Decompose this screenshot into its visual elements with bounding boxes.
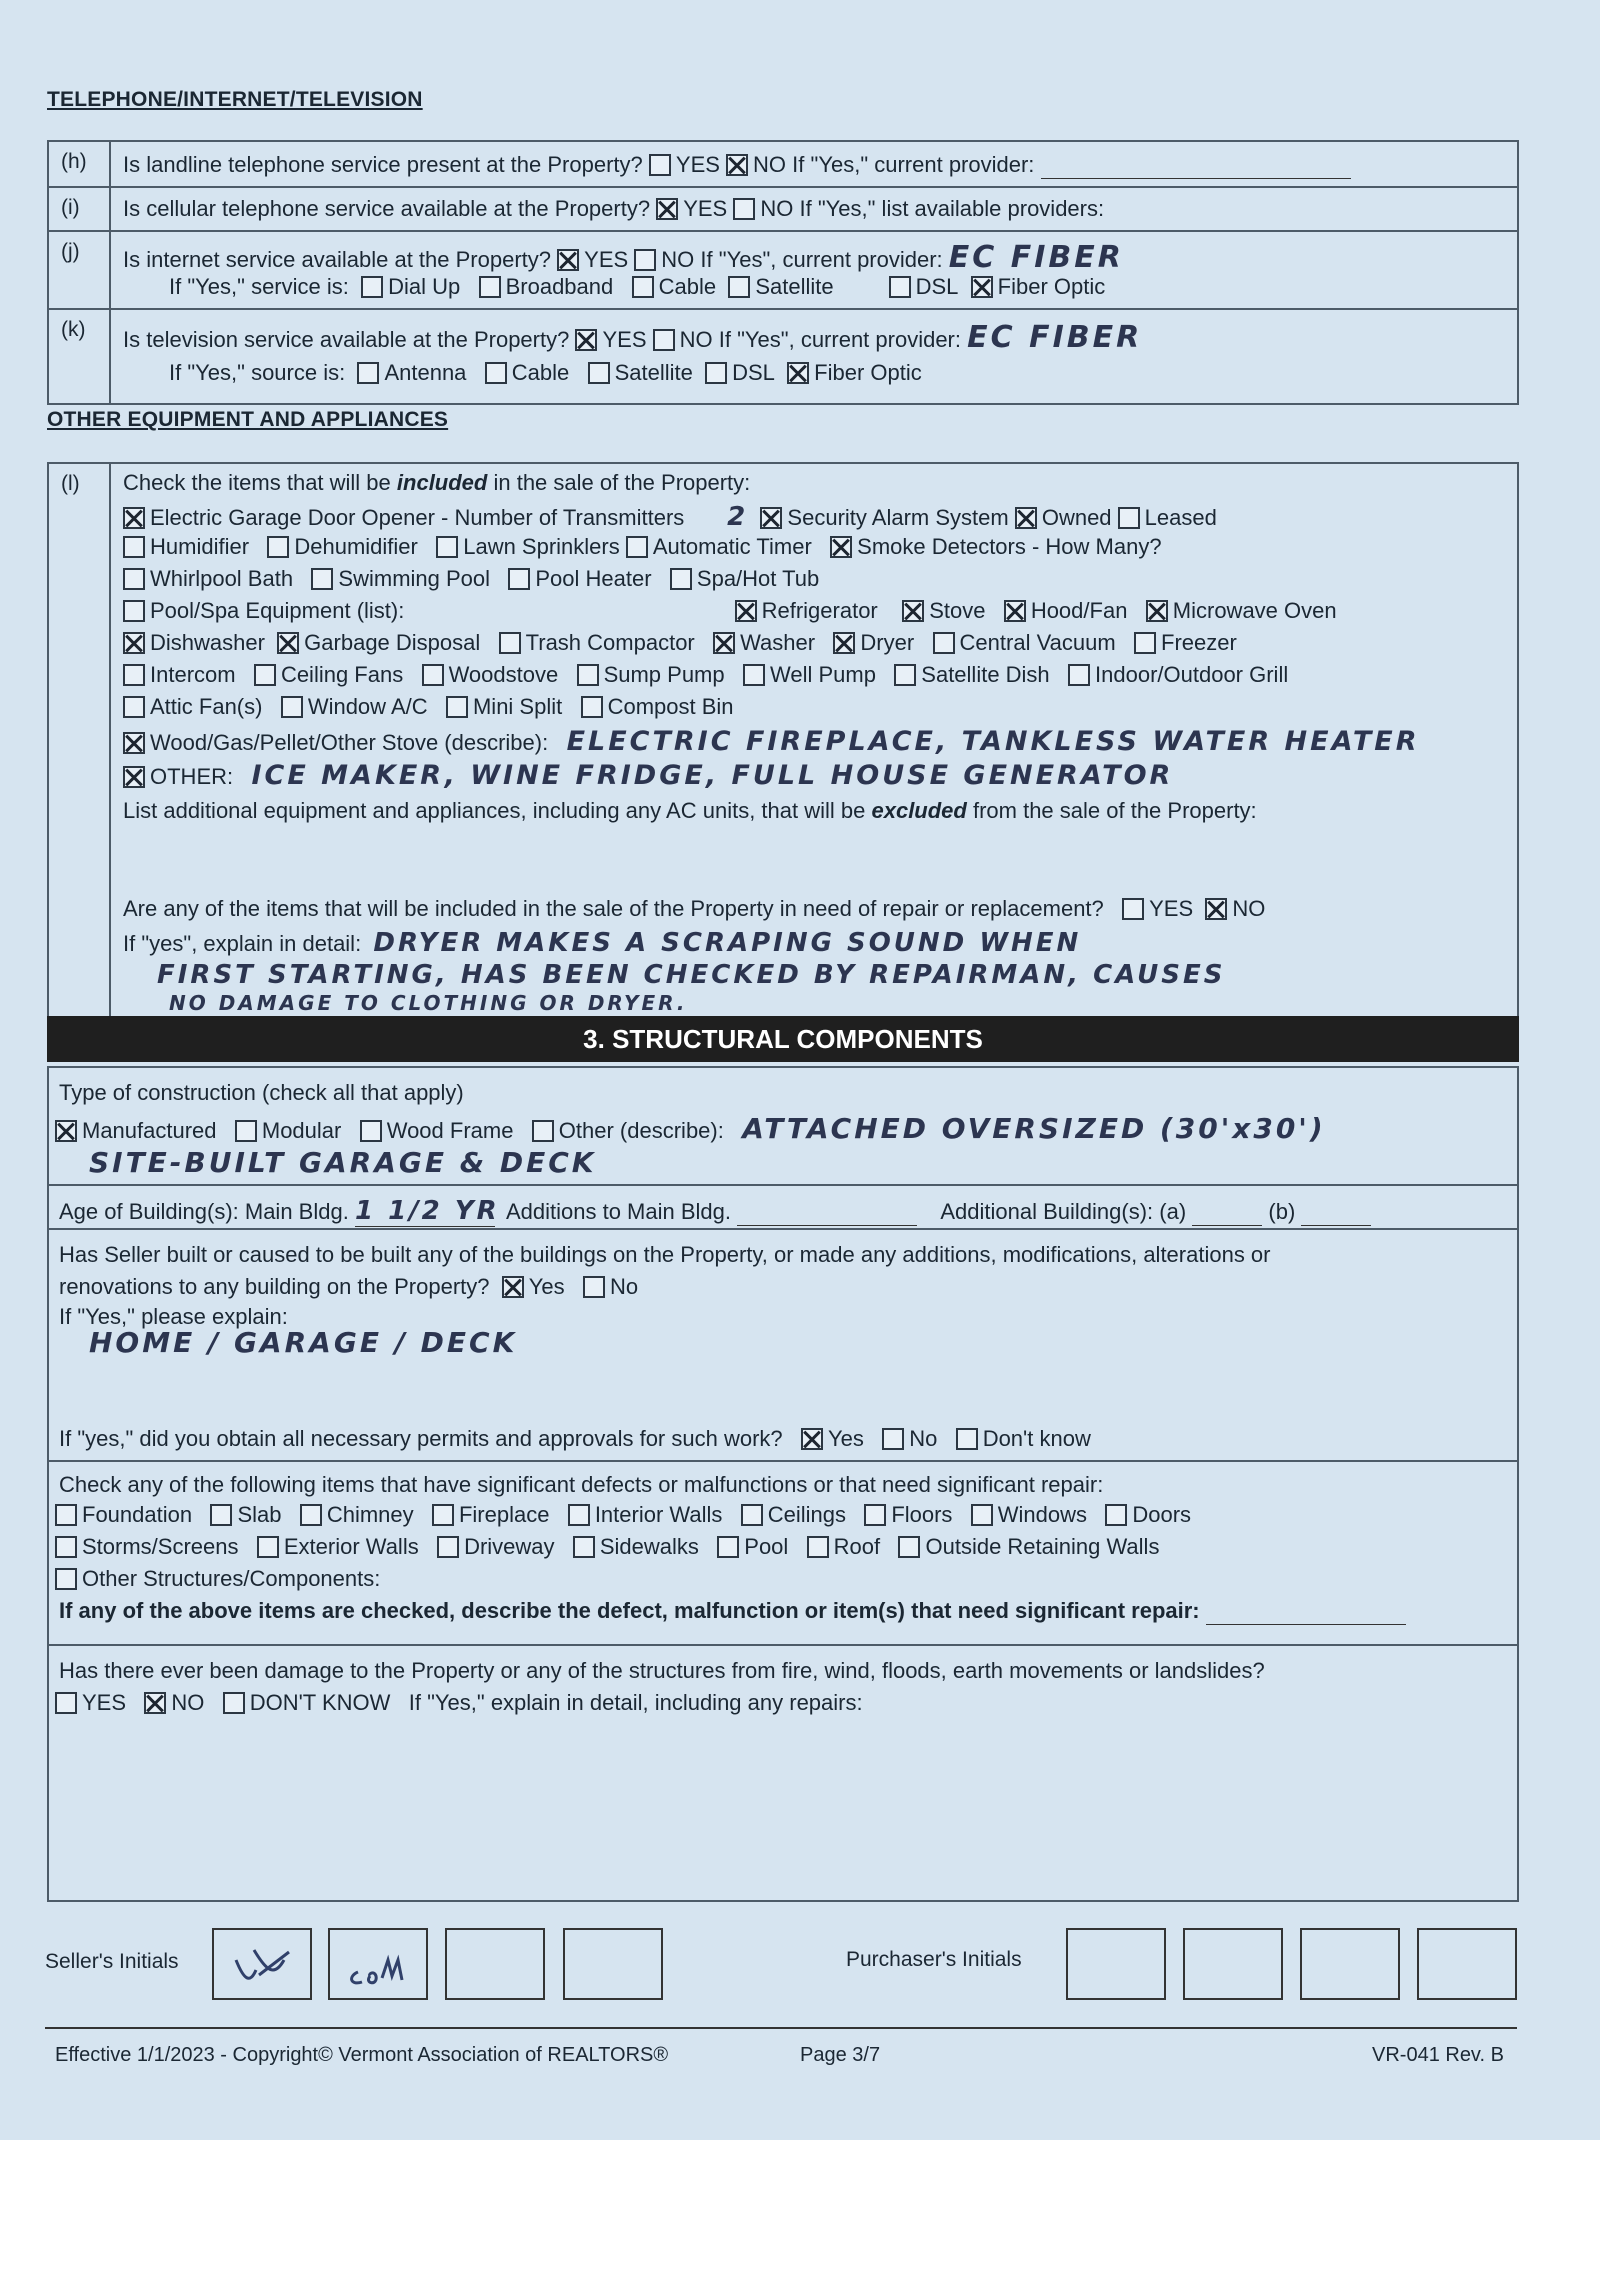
checkbox-dishwasher[interactable] — [123, 632, 145, 654]
checkbox-dryer[interactable] — [833, 632, 855, 654]
age-line — [59, 1196, 1371, 1227]
yes-label: Yes — [528, 1274, 565, 1299]
permits-text: If "yes," did you obtain all necessary permits and approvals for such work? — [59, 1426, 783, 1451]
additional-label: Additional Building(s): (a) — [940, 1199, 1187, 1224]
checkbox-yes[interactable] — [575, 329, 597, 351]
defects-question: Check any of the following items that have significant defects or malfunctions or that need significant repair: — [59, 1472, 1104, 1497]
checkbox-other[interactable] — [123, 766, 145, 788]
provider-field[interactable] — [1041, 152, 1351, 179]
equip-line-3 — [123, 566, 819, 592]
defect-label: Doors — [1132, 1502, 1192, 1527]
item-label: OTHER: — [150, 764, 234, 789]
equipment-table — [47, 462, 1519, 1024]
checkbox-permits-no[interactable] — [882, 1428, 904, 1450]
row-label: (k) — [49, 310, 111, 403]
row-label: (i) — [49, 188, 111, 230]
seller-initials-label: Seller's Initials — [45, 1950, 179, 1973]
checkbox-modular[interactable] — [235, 1120, 257, 1142]
checkbox-humidifier[interactable] — [123, 536, 145, 558]
footer-rule — [45, 2027, 1517, 2029]
handwritten-provider: EC FIBER — [967, 320, 1143, 355]
checkbox-slab[interactable] — [210, 1504, 232, 1526]
defect-label: Windows — [997, 1502, 1088, 1527]
checkbox-retaining-walls[interactable] — [898, 1536, 920, 1558]
seller-initials-mark-2 — [330, 1930, 426, 1998]
checkbox-repair-no[interactable] — [1205, 898, 1227, 920]
yes-label: YES — [1149, 896, 1194, 921]
checkbox-poolequip[interactable] — [123, 600, 145, 622]
followup-text: If "Yes", current provider: — [700, 247, 943, 272]
construction-question: Type of construction (check all that apply) — [59, 1080, 464, 1105]
checkbox-poolheater[interactable] — [508, 568, 530, 590]
checkbox-washer[interactable] — [713, 632, 735, 654]
item-label: Leased — [1144, 505, 1217, 530]
question-text: Is cellular telephone service available at the Property? — [123, 196, 651, 221]
item-label: Ceiling Fans — [280, 662, 404, 687]
purchaser-initials-box-2[interactable] — [1183, 1928, 1283, 2000]
item-label: Swimming Pool — [338, 566, 491, 591]
opt-label: Antenna — [384, 360, 467, 385]
checkbox-dialup[interactable] — [361, 276, 383, 298]
checkbox-freezer[interactable] — [1134, 632, 1156, 654]
repair-question-text: Are any of the items that will be included in the sale of the Property in need of repair or replacement? — [123, 896, 1104, 921]
built-explain-answer — [89, 1326, 517, 1359]
row-label: (h) — [49, 142, 111, 186]
checkbox-doors[interactable] — [1105, 1504, 1127, 1526]
additions-field[interactable] — [737, 1199, 917, 1226]
opt-label: Dial Up — [388, 274, 461, 299]
item-label: Automatic Timer — [652, 534, 812, 559]
checkbox-ceilings[interactable] — [741, 1504, 763, 1526]
additions-label: Additions to Main Bldg. — [505, 1199, 731, 1224]
checkbox-cable[interactable] — [632, 276, 654, 298]
equip-line-2 — [123, 534, 1162, 560]
type-label: Wood Frame — [386, 1118, 514, 1143]
followup-text: If "Yes," current provider: — [792, 152, 1035, 177]
handwritten-repair-3: NO DAMAGE TO CLOTHING OR DRYER. — [169, 991, 688, 1015]
yes-label: YES — [82, 1690, 127, 1715]
defects-row — [49, 1462, 1517, 1646]
checkbox-no[interactable] — [733, 198, 755, 220]
damage-question: Has there ever been damage to the Property or any of the structures from fire, wind, floods, earth movements or landslides? — [59, 1658, 1265, 1683]
no-label: NO — [661, 247, 695, 272]
defect-label: Slab — [237, 1502, 282, 1527]
no-label: No — [909, 1426, 938, 1451]
defects-line-1 — [55, 1502, 1191, 1528]
equip-line-4 — [123, 598, 1337, 624]
opt-label: Fiber Optic — [997, 274, 1106, 299]
footer-page: Page 3/7 — [800, 2044, 881, 2066]
question-text: Is landline telephone service present at the Property? — [123, 152, 643, 177]
defect-label: Outside Retaining Walls — [925, 1534, 1160, 1559]
built-explain-label: If "Yes," please explain: — [59, 1304, 288, 1329]
item-label: Indoor/Outdoor Grill — [1095, 662, 1289, 687]
row-j-question — [123, 240, 1124, 275]
purchaser-initials-label: Purchaser's Initials — [846, 1948, 1022, 1971]
item-label: Pool/Spa Equipment (list): — [150, 598, 405, 623]
equip-line-5 — [123, 630, 1237, 656]
section-title-telecom: TELEPHONE/INTERNET/TELEVISION — [47, 88, 423, 111]
additional-b-field[interactable] — [1301, 1199, 1371, 1226]
item-label: Woodstove — [448, 662, 559, 687]
checkbox-foundation[interactable] — [55, 1504, 77, 1526]
row-k-source-line — [169, 360, 922, 386]
checkbox-no[interactable] — [653, 329, 675, 351]
checkbox-sprinklers[interactable] — [436, 536, 458, 558]
repair-explain — [123, 928, 1081, 958]
damage-row — [49, 1646, 1517, 1900]
opt-label: Cable — [511, 360, 570, 385]
section-title-equipment: OTHER EQUIPMENT AND APPLIANCES — [47, 408, 449, 431]
handwritten-type-1: ATTACHED OVERSIZED (30'x30') — [742, 1112, 1326, 1145]
footer-form-id: VR-041 Rev. B — [1372, 2044, 1504, 2066]
item-label: Dryer — [860, 630, 915, 655]
additional-a-field[interactable] — [1192, 1199, 1262, 1226]
no-label: NO — [679, 327, 713, 352]
checkbox-sidewalks[interactable] — [573, 1536, 595, 1558]
checkbox-grill[interactable] — [1068, 664, 1090, 686]
checkbox-other-type[interactable] — [532, 1120, 554, 1142]
defect-label: Chimney — [326, 1502, 414, 1527]
opt-label: Fiber Optic — [814, 360, 922, 385]
defects-describe-field[interactable] — [1206, 1598, 1406, 1625]
checkbox-roof[interactable] — [807, 1536, 829, 1558]
checkbox-floors[interactable] — [864, 1504, 886, 1526]
no-label: No — [609, 1274, 639, 1299]
row-i-question — [123, 196, 1104, 222]
item-label: Trash Compactor — [525, 630, 695, 655]
checkbox-leased[interactable] — [1118, 507, 1140, 529]
defect-label: Fireplace — [458, 1502, 550, 1527]
checkbox-other-structures[interactable] — [55, 1568, 77, 1590]
row-h-question — [123, 152, 1351, 179]
age-row — [49, 1186, 1517, 1230]
defect-label: Interior Walls — [594, 1502, 723, 1527]
defects-describe-text: If any of the above items are checked, describe the defect, malfunction or item(s) that need significant repair: — [59, 1598, 1200, 1623]
equipment-intro — [123, 470, 750, 496]
yes-label: YES — [602, 327, 647, 352]
defect-label: Pool — [744, 1534, 789, 1559]
item-label: Well Pump — [769, 662, 876, 687]
checkbox-fans[interactable] — [254, 664, 276, 686]
handwritten-repair-1: DRYER MAKES A SCRAPING SOUND WHEN — [373, 928, 1082, 958]
checkbox-owned[interactable] — [1015, 507, 1037, 529]
row-j — [49, 232, 1517, 310]
excluded-text — [123, 798, 1257, 824]
repair-line-3 — [169, 990, 688, 1016]
checkbox-storms[interactable] — [55, 1536, 77, 1558]
no-label: NO — [171, 1690, 205, 1715]
checkbox-satellite[interactable] — [588, 362, 610, 384]
checkbox-fiber[interactable] — [787, 362, 809, 384]
checkbox-disposal[interactable] — [277, 632, 299, 654]
checkbox-spa[interactable] — [670, 568, 692, 590]
excluded-prefix: List additional equipment and appliances, including any AC units, that will be — [123, 798, 872, 823]
equip-line-9 — [123, 760, 1173, 791]
type-label: Manufactured — [82, 1118, 217, 1143]
defects-line-3 — [55, 1566, 380, 1592]
item-label: Wood/Gas/Pellet/Other Stove (describe): — [150, 730, 549, 755]
opt-label: DSL — [732, 360, 775, 385]
checkbox-no[interactable] — [634, 249, 656, 271]
defect-label: Sidewalks — [599, 1534, 699, 1559]
yes-label: YES — [675, 152, 720, 177]
checkbox-pool[interactable] — [311, 568, 333, 590]
opt-label: Satellite — [614, 360, 693, 385]
checkbox-fiber[interactable] — [971, 276, 993, 298]
built-question-text: renovations to any building on the Property? — [59, 1274, 490, 1299]
intro-text: Check the items that will be — [123, 470, 397, 495]
checkbox-dsl[interactable] — [889, 276, 911, 298]
item-label: Mini Split — [472, 694, 563, 719]
item-label: Hood/Fan — [1030, 598, 1128, 623]
checkbox-built-no[interactable] — [583, 1276, 605, 1298]
repair-line-2 — [157, 960, 1225, 990]
excluded-suffix: from the sale of the Property: — [966, 798, 1257, 823]
built-question-2 — [59, 1274, 638, 1300]
checkbox-manufactured[interactable] — [55, 1120, 77, 1142]
row-k-question — [123, 320, 1142, 355]
excluded-emphasis: excluded — [871, 798, 967, 823]
yes-label: Yes — [827, 1426, 864, 1451]
checkbox-repair-yes[interactable] — [1122, 898, 1144, 920]
no-label: NO — [760, 196, 794, 221]
row-k — [49, 310, 1517, 403]
item-label: Dehumidifier — [294, 534, 418, 559]
checkbox-microwave[interactable] — [1146, 600, 1168, 622]
checkbox-interior-walls[interactable] — [568, 1504, 590, 1526]
checkbox-sump[interactable] — [577, 664, 599, 686]
built-question-1: Has Seller built or caused to be built any of the buildings on the Property, or made any additions, modifications, alterations or — [59, 1242, 1271, 1267]
checkbox-no[interactable] — [726, 154, 748, 176]
checkbox-dehumidifier[interactable] — [267, 536, 289, 558]
item-label: Lawn Sprinklers — [463, 534, 620, 559]
checkbox-yes[interactable] — [557, 249, 579, 271]
checkbox-compost[interactable] — [581, 696, 603, 718]
checkbox-hood[interactable] — [1004, 600, 1026, 622]
item-label: Attic Fan(s) — [150, 694, 263, 719]
equip-line-8 — [123, 726, 1420, 757]
checkbox-pool[interactable] — [717, 1536, 739, 1558]
checkbox-cable[interactable] — [485, 362, 507, 384]
checkbox-smoke[interactable] — [830, 536, 852, 558]
seller-initials-box-4[interactable] — [563, 1928, 663, 2000]
seller-initials-mark-1 — [214, 1930, 310, 1998]
checkbox-damage-dk[interactable] — [223, 1692, 245, 1714]
purchaser-initials-box-1[interactable] — [1066, 1928, 1166, 2000]
item-label: Pool Heater — [535, 566, 652, 591]
handwritten-provider: EC FIBER — [948, 240, 1124, 275]
damage-answers — [55, 1690, 863, 1716]
item-label: Refrigerator — [761, 598, 878, 623]
defect-label: Ceilings — [767, 1502, 846, 1527]
checkbox-woodframe[interactable] — [360, 1120, 382, 1142]
checkbox-fridge[interactable] — [735, 600, 757, 622]
checkbox-built-yes[interactable] — [502, 1276, 524, 1298]
item-label: Microwave Oven — [1172, 598, 1337, 623]
seller-initials-box-1[interactable] — [212, 1928, 312, 2000]
defect-label: Roof — [833, 1534, 881, 1559]
checkbox-fireplace[interactable] — [432, 1504, 454, 1526]
checkbox-attic[interactable] — [123, 696, 145, 718]
opt-label: Broadband — [505, 274, 614, 299]
row-j-service-line — [169, 274, 1105, 300]
yes-label: YES — [584, 247, 629, 272]
handwritten-repair-2: FIRST STARTING, HAS BEEN CHECKED BY REPAIRMAN, CAUSES — [157, 960, 1226, 990]
checkbox-intercom[interactable] — [123, 664, 145, 686]
item-label: Spa/Hot Tub — [696, 566, 820, 591]
intro-text: in the sale of the Property: — [487, 470, 751, 495]
item-label: Freezer — [1161, 630, 1237, 655]
question-text: Is internet service available at the Property? — [123, 247, 552, 272]
checkbox-windows[interactable] — [971, 1504, 993, 1526]
yes-label: YES — [683, 196, 728, 221]
checkbox-alarm[interactable] — [760, 507, 782, 529]
checkbox-damage-no[interactable] — [144, 1692, 166, 1714]
handwritten-age[interactable]: 1 1/2 YR — [354, 1196, 500, 1226]
checkbox-dsl[interactable] — [705, 362, 727, 384]
opt-label: Satellite — [755, 274, 834, 299]
checkbox-garage-opener[interactable] — [123, 507, 145, 529]
structural-banner: 3. STRUCTURAL COMPONENTS — [47, 1016, 1519, 1062]
repair-explain-label: If "yes", explain in detail: — [123, 931, 362, 956]
handwritten-other: ICE MAKER, WINE FRIDGE, FULL HOUSE GENERATOR — [251, 760, 1174, 791]
defect-label: Foundation — [82, 1502, 193, 1527]
checkbox-well[interactable] — [743, 664, 765, 686]
defect-label: Other Structures/Components: — [82, 1566, 381, 1591]
item-label: Washer — [740, 630, 816, 655]
handwritten-type-2: SITE-BUILT GARAGE & DECK — [89, 1146, 597, 1179]
source-label: If "Yes," source is: — [169, 360, 346, 385]
followup-text: If "Yes", current provider: — [718, 327, 961, 352]
defect-label: Floors — [891, 1502, 953, 1527]
item-label: Window A/C — [307, 694, 428, 719]
built-row — [49, 1230, 1517, 1462]
checkbox-broadband[interactable] — [479, 276, 501, 298]
row-label: (j) — [49, 232, 111, 308]
permits-question — [59, 1426, 1091, 1452]
defects-line-2 — [55, 1534, 1159, 1560]
no-label: NO — [1232, 896, 1266, 921]
seller-initials-box-3[interactable] — [445, 1928, 545, 2000]
damage-explain-label: If "Yes," explain in detail, including any repairs: — [408, 1690, 863, 1715]
construction-type-2 — [89, 1146, 597, 1179]
checkbox-yes[interactable] — [649, 154, 671, 176]
checkbox-yes[interactable] — [656, 198, 678, 220]
item-label: Central Vacuum — [959, 630, 1116, 655]
item-label: Dishwasher — [150, 630, 265, 655]
opt-label: DSL — [915, 274, 959, 299]
handwritten-built: HOME / GARAGE / DECK — [89, 1326, 518, 1359]
item-label: Humidifier — [150, 534, 250, 559]
row-i — [49, 188, 1517, 232]
defects-describe — [59, 1598, 1406, 1625]
seller-initials-box-2[interactable] — [328, 1928, 428, 2000]
b-label: (b) — [1268, 1199, 1296, 1224]
checkbox-damage-yes[interactable] — [55, 1692, 77, 1714]
checkbox-stove[interactable] — [902, 600, 924, 622]
checkbox-exterior-walls[interactable] — [257, 1536, 279, 1558]
checkbox-timer[interactable] — [626, 536, 648, 558]
item-label: Stove — [929, 598, 986, 623]
item-label: Smoke Detectors - How Many? — [857, 534, 1162, 559]
followup-text: If "Yes," list available providers: — [799, 196, 1105, 221]
purchaser-initials-box-3[interactable] — [1300, 1928, 1400, 2000]
checkbox-windowac[interactable] — [281, 696, 303, 718]
dont-know-label: Don't know — [982, 1426, 1091, 1451]
item-label: Sump Pump — [603, 662, 725, 687]
equip-line-1 — [123, 502, 1217, 532]
type-label: Modular — [261, 1118, 342, 1143]
equip-line-6 — [123, 662, 1288, 688]
item-label: Electric Garage Door Opener - Number of Transmitters — [150, 505, 685, 530]
checkbox-woodstove[interactable] — [422, 664, 444, 686]
checkbox-antenna[interactable] — [357, 362, 379, 384]
defect-label: Storms/Screens — [82, 1534, 239, 1559]
checkbox-compactor[interactable] — [499, 632, 521, 654]
footer-copyright: Effective 1/1/2023 - Copyright© Vermont Association of REALTORS® — [55, 2044, 669, 2066]
checkbox-woodgas[interactable] — [123, 732, 145, 754]
construction-types — [55, 1112, 1326, 1145]
checkbox-driveway[interactable] — [437, 1536, 459, 1558]
checkbox-permits-yes[interactable] — [801, 1428, 823, 1450]
handwritten-transmitters: 2 — [727, 502, 749, 532]
service-label: If "Yes," service is: — [169, 274, 349, 299]
item-label: Security Alarm System — [787, 505, 1009, 530]
construction-row — [49, 1068, 1517, 1186]
handwritten-woodgas: ELECTRIC FIREPLACE, TANKLESS WATER HEATER — [566, 726, 1420, 757]
repair-question — [123, 896, 1265, 922]
item-label: Compost Bin — [607, 694, 734, 719]
checkbox-dish[interactable] — [894, 664, 916, 686]
age-label: Age of Building(s): Main Bldg. — [59, 1199, 349, 1224]
checkbox-minisplit[interactable] — [446, 696, 468, 718]
checkbox-whirlpool[interactable] — [123, 568, 145, 590]
defect-label: Exterior Walls — [283, 1534, 419, 1559]
defect-label: Driveway — [464, 1534, 555, 1559]
checkbox-satellite[interactable] — [728, 276, 750, 298]
checkbox-chimney[interactable] — [300, 1504, 322, 1526]
telecom-table — [47, 140, 1519, 405]
item-label: Satellite Dish — [921, 662, 1050, 687]
equip-line-7 — [123, 694, 734, 720]
row-label: (l) — [49, 464, 111, 1022]
checkbox-permits-dk[interactable] — [956, 1428, 978, 1450]
opt-label: Cable — [658, 274, 717, 299]
no-label: NO — [753, 152, 787, 177]
item-label: Intercom — [150, 662, 236, 687]
item-label: Garbage Disposal — [304, 630, 481, 655]
checkbox-vacuum[interactable] — [933, 632, 955, 654]
row-h — [49, 142, 1517, 188]
item-label: Owned — [1041, 505, 1112, 530]
purchaser-initials-box-4[interactable] — [1417, 1928, 1517, 2000]
intro-emphasis: included — [396, 470, 488, 495]
structural-table — [47, 1066, 1519, 1902]
type-label: Other (describe): — [558, 1118, 724, 1143]
dont-know-label: DON'T KNOW — [249, 1690, 391, 1715]
question-text: Is television service available at the Property? — [123, 327, 570, 352]
item-label: Whirlpool Bath — [150, 566, 294, 591]
